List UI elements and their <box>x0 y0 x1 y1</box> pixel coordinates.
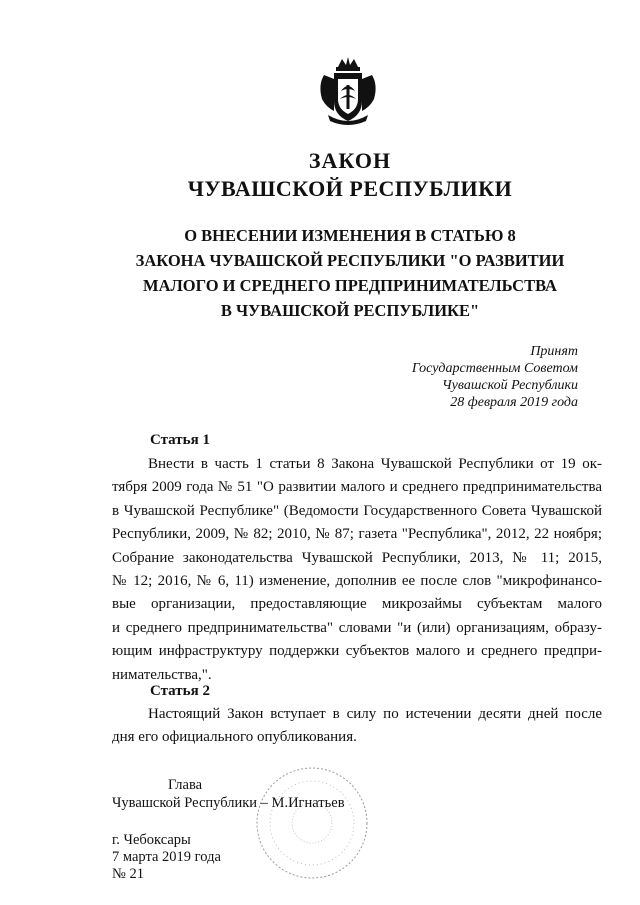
adoption-line: Государственным Советом <box>411 361 578 376</box>
article-1-line: Республики, 2009, № 82; 2010, № 87; газета "Республика", 2012, 22 ноября; <box>112 526 602 543</box>
adoption-date: 28 февраля 2019 года <box>450 395 578 410</box>
article-2-line: Настоящий Закон вступает в силу по истечении десяти дней после <box>148 706 602 722</box>
law-number: № 21 <box>112 866 144 882</box>
signing-date: 7 марта 2019 года <box>112 849 221 865</box>
adoption-line: Принят <box>530 344 578 359</box>
signing-city: г. Чебоксары <box>112 832 191 848</box>
subject-line: В ЧУВАШСКОЙ РЕСПУБЛИКЕ" <box>220 301 480 320</box>
article-1-body <box>112 453 602 687</box>
adoption-line: Чувашской Республики <box>442 378 578 393</box>
article-2-title: Статья 2 <box>150 683 210 699</box>
head-title: Глава <box>168 777 203 793</box>
article-1-line: Внести в часть 1 статьи 8 Закона Чувашской Республики от 19 ок- <box>148 456 602 472</box>
article-1-line: в Чувашской Республике" (Ведомости Государственного Совета Чувашской <box>112 502 602 519</box>
article-1-line: вые организации, предоставляющие микрозаймы субъектам малого <box>112 596 602 613</box>
article-1-line: нимательства,". <box>112 666 212 683</box>
subject-line: О ВНЕСЕНИИ ИЗМЕНЕНИЯ В СТАТЬЮ 8 <box>184 226 516 245</box>
article-1-title: Статья 1 <box>150 432 210 448</box>
article-1-line: тября 2009 года № 51 "О развитии малого и среднего предпринимательства <box>112 479 602 496</box>
article-2-body <box>112 703 602 750</box>
head-signature: Чувашской Республики – М.Игнатьев <box>112 795 345 811</box>
official-stamp <box>252 763 372 883</box>
subject-line: МАЛОГО И СРЕДНЕГО ПРЕДПРИНИМАТЕЛЬСТВА <box>143 276 557 295</box>
article-1-line: и среднего предпринимательства" словами "и (или) организациям, образу- <box>112 619 602 636</box>
article-2-line: дня его официального опубликования. <box>112 729 357 746</box>
article-1-line: ющим инфраструктуру поддержки субъектов малого и среднего предпри- <box>112 643 602 660</box>
article-1-line: Собрание законодательства Чувашской Республики, 2013, № 11; 2015, <box>112 549 602 566</box>
adoption-note <box>412 343 578 411</box>
law-subject <box>0 223 640 323</box>
document-subtitle: ЧУВАШСКОЙ РЕСПУБЛИКИ <box>187 176 513 201</box>
document-title: ЗАКОН <box>308 148 392 173</box>
subject-line: ЗАКОНА ЧУВАШСКОЙ РЕСПУБЛИКИ "О РАЗВИТИИ <box>135 251 565 270</box>
coat-of-arms-emblem <box>316 55 380 127</box>
article-1-line: № 12; 2016, № 6, 11) изменение, дополнив ее после слов "микрофинансо- <box>112 573 602 590</box>
